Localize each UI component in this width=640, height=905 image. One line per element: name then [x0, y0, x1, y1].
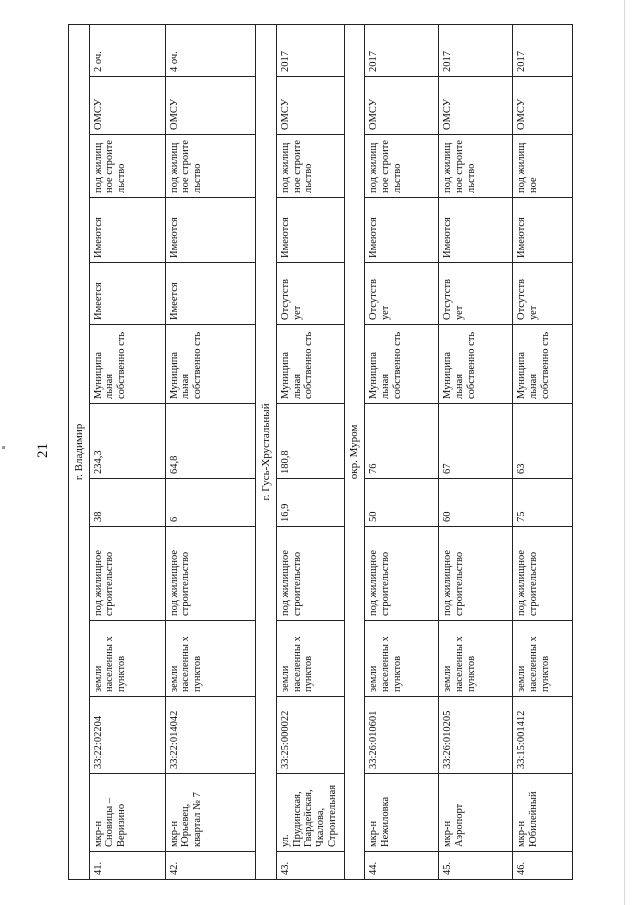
purpose: под жилищ ное строите льство — [165, 135, 256, 198]
term: 4 оч. — [165, 24, 256, 76]
term: 2 оч. — [89, 24, 165, 76]
scan-edge-line — [624, 0, 625, 905]
scan-mark — [2, 446, 5, 449]
row-number: 46. — [513, 852, 573, 880]
purpose: под жилищ ное строите льство — [365, 135, 439, 198]
infrastructure-status: Отсутств ует — [276, 263, 344, 325]
purpose: под жилищ ное строите льство — [89, 135, 165, 198]
ownership-form: Муниципа льная собственно сть — [276, 325, 344, 404]
area-value: 16,9 — [276, 479, 344, 527]
area-value: 38 — [89, 479, 165, 527]
cadastral-number: 33:15:001412 — [513, 697, 573, 774]
purpose: под жилищ ное строите льство — [276, 135, 344, 198]
ownership-form: Муниципа льная собственно сть — [165, 325, 256, 404]
responsible-org: ОМСУ — [439, 77, 513, 135]
row-number: 41. — [89, 852, 165, 880]
plot-name: ул. Прудинская, Гвардейская, Чкалова, Строительная — [276, 774, 344, 852]
purpose: под жилищ ное строите льство — [439, 135, 513, 198]
land-category: земли населенны х пунктов — [365, 621, 439, 697]
term: 2017 — [365, 24, 439, 76]
plot-name: мкр-н Юбилейный — [513, 774, 573, 852]
land-category: земли населенны х пунктов — [439, 621, 513, 697]
ownership-form: Муниципа льная собственно сть — [89, 325, 165, 404]
region-label: окр. Муром — [344, 24, 365, 879]
utilities-status: Имеются — [89, 198, 165, 263]
cadastral-number: 33:25:000022 — [276, 697, 344, 774]
ownership-form: Муниципа льная собственно сть — [439, 325, 513, 404]
region-row — [256, 24, 277, 879]
plot-name: мкр-н Юрьевец, квартал № 7 — [165, 774, 256, 852]
count-value: 64,8 — [165, 404, 256, 479]
plot-name: мкр-н Аэропорт — [439, 774, 513, 852]
table-row — [513, 24, 573, 879]
responsible-org: ОМСУ — [89, 77, 165, 135]
count-value: 234,3 — [89, 404, 165, 479]
land-category: земли населенны х пунктов — [89, 621, 165, 697]
plot-name: мкр-н Сновицы – Веризино — [89, 774, 165, 852]
permitted-use: под жилищное строительство — [89, 527, 165, 621]
land-plots-table — [68, 24, 573, 880]
area-value: 60 — [439, 479, 513, 527]
utilities-status: Имеются — [439, 198, 513, 263]
table-row — [276, 24, 344, 879]
region-label: г. Гусь-Хрустальный — [256, 24, 277, 879]
land-category: земли населенны х пунктов — [513, 621, 573, 697]
term: 2017 — [513, 24, 573, 76]
permitted-use: под жилищное строительство — [513, 527, 573, 621]
table-row — [439, 24, 513, 879]
responsible-org: ОМСУ — [165, 77, 256, 135]
infrastructure-status: Отсутств ует — [513, 263, 573, 325]
permitted-use: под жилищное строительство — [439, 527, 513, 621]
table-row — [165, 24, 256, 879]
infrastructure-status: Имеется — [89, 263, 165, 325]
row-number: 44. — [365, 852, 439, 880]
count-value: 76 — [365, 404, 439, 479]
utilities-status: Имеются — [276, 198, 344, 263]
area-value: 50 — [365, 479, 439, 527]
permitted-use: под жилищное строительство — [365, 527, 439, 621]
infrastructure-status: Отсутств ует — [365, 263, 439, 325]
region-row — [69, 24, 90, 879]
table-row — [365, 24, 439, 879]
region-row — [344, 24, 365, 879]
utilities-status: Имеются — [165, 198, 256, 263]
row-number: 42. — [165, 852, 256, 880]
count-value: 180,8 — [276, 404, 344, 479]
infrastructure-status: Имеется — [165, 263, 256, 325]
responsible-org: ОМСУ — [276, 77, 344, 135]
ownership-form: Муниципа льная собственно сть — [365, 325, 439, 404]
cadastral-number: 33:26:010205 — [439, 697, 513, 774]
land-category: земли населенны х пунктов — [165, 621, 256, 697]
responsible-org: ОМСУ — [513, 77, 573, 135]
utilities-status: Имеются — [365, 198, 439, 263]
land-category: земли населенны х пунктов — [276, 621, 344, 697]
row-number: 43. — [276, 852, 344, 880]
cadastral-number: 33:26:010601 — [365, 697, 439, 774]
table-row — [89, 24, 165, 879]
area-value: 6 — [165, 479, 256, 527]
region-label: г. Владимир — [69, 24, 90, 879]
permitted-use: под жилищное строительство — [276, 527, 344, 621]
utilities-status: Имеются — [513, 198, 573, 263]
plot-name: мкр-н Нежиловка — [365, 774, 439, 852]
responsible-org: ОМСУ — [365, 77, 439, 135]
cadastral-number: 33:22:02204 — [89, 697, 165, 774]
cadastral-number: 33:22:014042 — [165, 697, 256, 774]
term: 2017 — [276, 24, 344, 76]
count-value: 67 — [439, 404, 513, 479]
area-value: 75 — [513, 479, 573, 527]
count-value: 63 — [513, 404, 573, 479]
ownership-form: Муниципа льная собственно сть — [513, 325, 573, 404]
row-number: 45. — [439, 852, 513, 880]
permitted-use: под жилищное строительство — [165, 527, 256, 621]
infrastructure-status: Отсутств ует — [439, 263, 513, 325]
page-number: 21 — [35, 443, 51, 458]
purpose: под жилищ ное — [513, 135, 573, 198]
rotated-table-container — [68, 25, 573, 880]
term: 2017 — [439, 24, 513, 76]
